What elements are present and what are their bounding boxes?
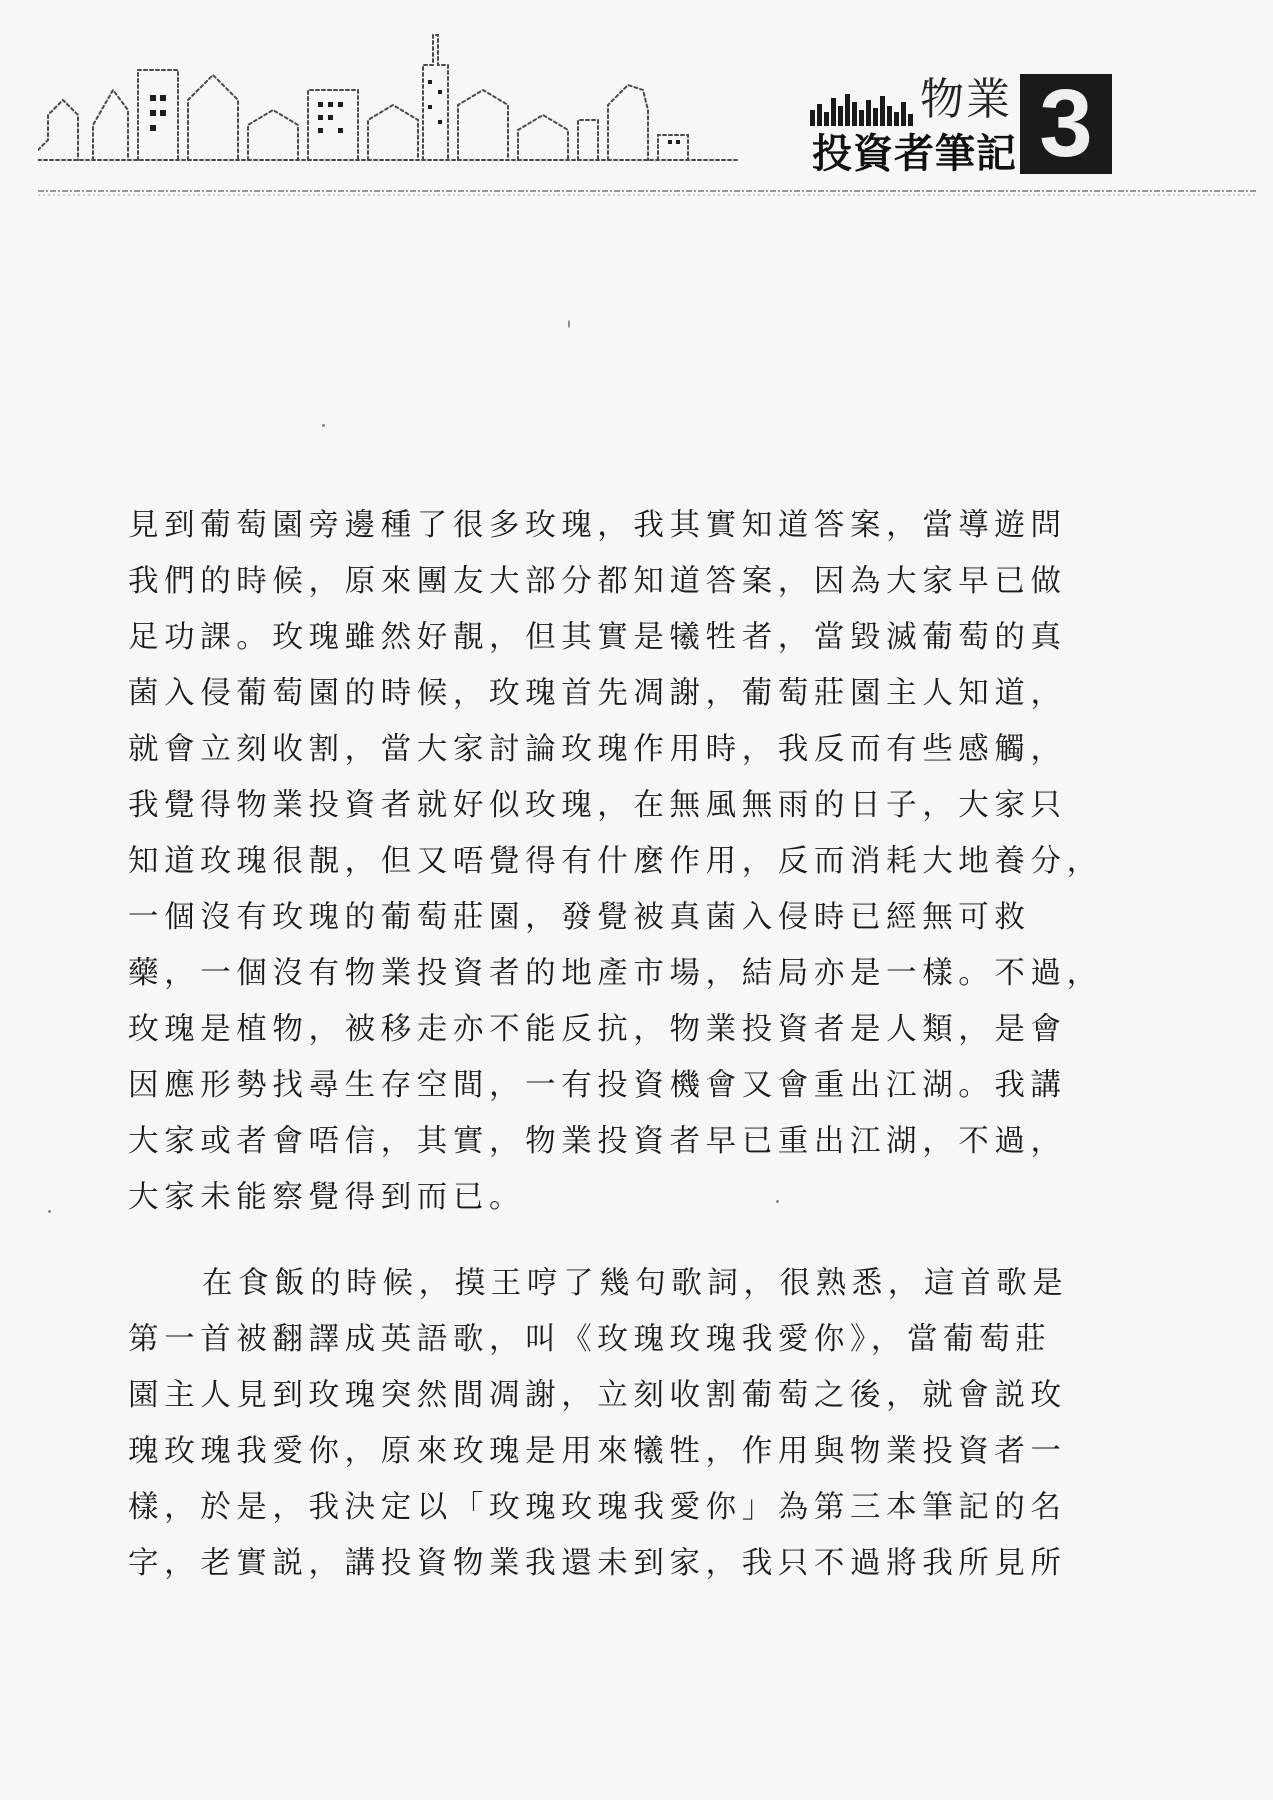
scan-speck: [568, 320, 570, 328]
text-line: 園主人見到玫瑰突然間凋謝，立刻收割葡萄之後，就會説玫: [128, 1378, 1067, 1413]
volume-number: 3: [1039, 70, 1093, 177]
text-line: 大家或者會唔信，其實，物業投資者早已重出江湖，不過，: [128, 1124, 1067, 1159]
article-body: [128, 498, 1108, 1592]
series-title-main: 投資者筆記: [812, 131, 1017, 177]
text-line: 一個沒有玫瑰的葡萄莊園，發覺被真菌入侵時已經無可救: [128, 900, 1031, 935]
volume-badge: [1020, 70, 1112, 177]
text-line: 足功課。玫瑰雖然好靚，但其實是犧牲者，當毀滅葡萄的真: [128, 620, 1067, 655]
text-line: 樣，於是，我決定以「玫瑰玫瑰我愛你」為第三本筆記的名: [128, 1490, 1067, 1525]
text-line: 菌入侵葡萄園的時候，玫瑰首先凋謝，葡萄莊園主人知道，: [128, 676, 1067, 711]
paragraph: [128, 498, 1108, 1226]
text-line: 因應形勢找尋生存空間，一有投資機會又會重出江湖。我講: [128, 1068, 1067, 1103]
bar-chart-icon: [810, 92, 915, 126]
text-line: 知道玫瑰很靚，但又唔覺得有什麼作用，反而消耗大地養分，: [128, 844, 1103, 879]
text-line: 藥，一個沒有物業投資者的地產市場，結局亦是一樣。不過，: [128, 956, 1103, 991]
running-header: [0, 0, 1273, 215]
text-line: 第一首被翻譯成英語歌，叫《玫瑰玫瑰我愛你》，當葡萄莊: [128, 1322, 1052, 1357]
text-line: 玫瑰是植物，被移走亦不能反抗，物業投資者是人類，是會: [128, 1012, 1067, 1047]
book-series-logo: [810, 72, 1110, 182]
city-skyline-illustration: [38, 30, 788, 180]
scan-speck: [322, 424, 325, 427]
scan-speck: [48, 1210, 51, 1213]
text-line: 字，老實説，講投資物業我還未到家，我只不過將我所見所: [128, 1546, 1067, 1581]
series-title-top: 物業: [920, 74, 1012, 125]
text-line: 我覺得物業投資者就好似玫瑰，在無風無雨的日子，大家只: [128, 788, 1067, 823]
paragraph: [128, 1256, 1108, 1592]
text-line: 在食飯的時候，摸王哼了幾句歌詞，很熟悉，這首歌是: [202, 1266, 1069, 1301]
text-line: 瑰玫瑰我愛你，原來玫瑰是用來犧牲，作用與物業投資者一: [128, 1434, 1067, 1469]
text-line: 大家未能察覺得到而已。: [128, 1180, 526, 1215]
text-line: 就會立刻收割，當大家討論玫瑰作用時，我反而有些感觸，: [128, 732, 1067, 767]
text-line: 我們的時候，原來團友大部分都知道答案，因為大家早已做: [128, 564, 1067, 599]
text-line: 見到葡萄園旁邊種了很多玫瑰，我其實知道答案，當導遊問: [128, 508, 1067, 543]
header-divider: [38, 188, 1258, 198]
